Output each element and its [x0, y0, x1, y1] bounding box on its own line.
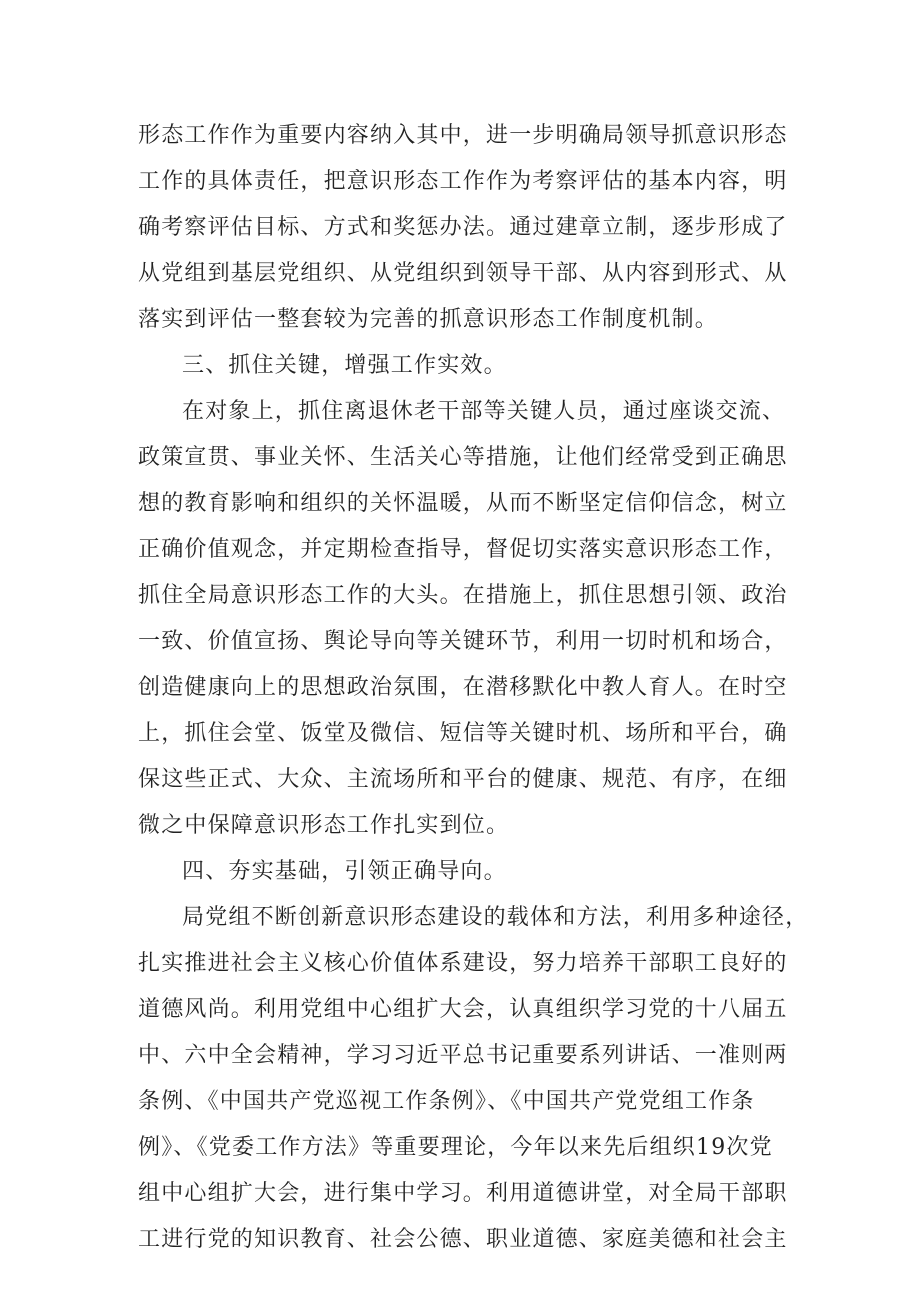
- text-line: 微之中保障意识形态工作扎实到位。: [138, 813, 510, 838]
- text-line: 从党组到基层党组织、从党组织到领导干部、从内容到形式、从: [138, 261, 788, 286]
- text-line: 一致、价值宣扬、舆论导向等关键环节，利用一切时机和场合，: [138, 629, 788, 654]
- text-line: 局党组不断创新意识形态建设的载体和方法，利用多种途径，: [182, 905, 809, 930]
- text-line: 保这些正式、大众、主流场所和平台的健康、规范、有序，在细: [138, 767, 788, 792]
- text-line: 正确价值观念，并定期检查指导，督促切实落实意识形态工作，: [138, 537, 788, 562]
- text-line: 形态工作作为重要内容纳入其中，进一步明确局领导抓意识形态: [138, 123, 788, 148]
- text-line: 中、六中全会精神，学习习近平总书记重要系列讲话、一准则两: [138, 1043, 788, 1068]
- text-line: 上，抓住会堂、饭堂及微信、短信等关键时机、场所和平台，确: [138, 721, 788, 746]
- text-line: 确考察评估目标、方式和奖惩办法。通过建章立制，逐步形成了: [138, 215, 788, 240]
- text-line: 例》、《党委工作方法》等重要理论，今年以来先后组织19次党: [138, 1135, 773, 1160]
- text-line: 道德风尚。利用党组中心组扩大会，认真组织学习党的十八届五: [138, 997, 788, 1022]
- text-line: 工作的具体责任，把意识形态工作作为考察评估的基本内容，明: [138, 169, 788, 194]
- section-heading: 三、抓住关键，增强工作实效。: [182, 353, 507, 378]
- text-line: 想的教育影响和组织的关怀温暖，从而不断坚定信仰信念，树立: [138, 491, 788, 516]
- text-line: 政策宣贯、事业关怀、生活关心等措施，让他们经常受到正确思: [138, 445, 788, 470]
- text-line: 在对象上，抓住离退休老干部等关键人员，通过座谈交流、: [182, 399, 786, 424]
- text-line: 落实到评估一整套较为完善的抓意识形态工作制度机制。: [138, 307, 719, 332]
- text-line: 抓住全局意识形态工作的大头。在措施上，抓住思想引领、政治: [138, 583, 788, 608]
- text-line: 扎实推进社会主义核心价值体系建设，努力培养干部职工良好的: [138, 951, 788, 976]
- text-line: 条例、《中国共产党巡视工作条例》、《中国共产党党组工作条: [138, 1089, 755, 1114]
- text-line: 工进行党的知识教育、社会公德、职业道德、家庭美德和社会主: [138, 1227, 788, 1252]
- text-line: 组中心组扩大会，进行集中学习。利用道德讲堂，对全局干部职: [138, 1181, 788, 1206]
- section-heading: 四、夯实基础，引领正确导向。: [182, 859, 507, 884]
- text-line: 创造健康向上的思想政治氛围，在潜移默化中教人育人。在时空: [138, 675, 788, 700]
